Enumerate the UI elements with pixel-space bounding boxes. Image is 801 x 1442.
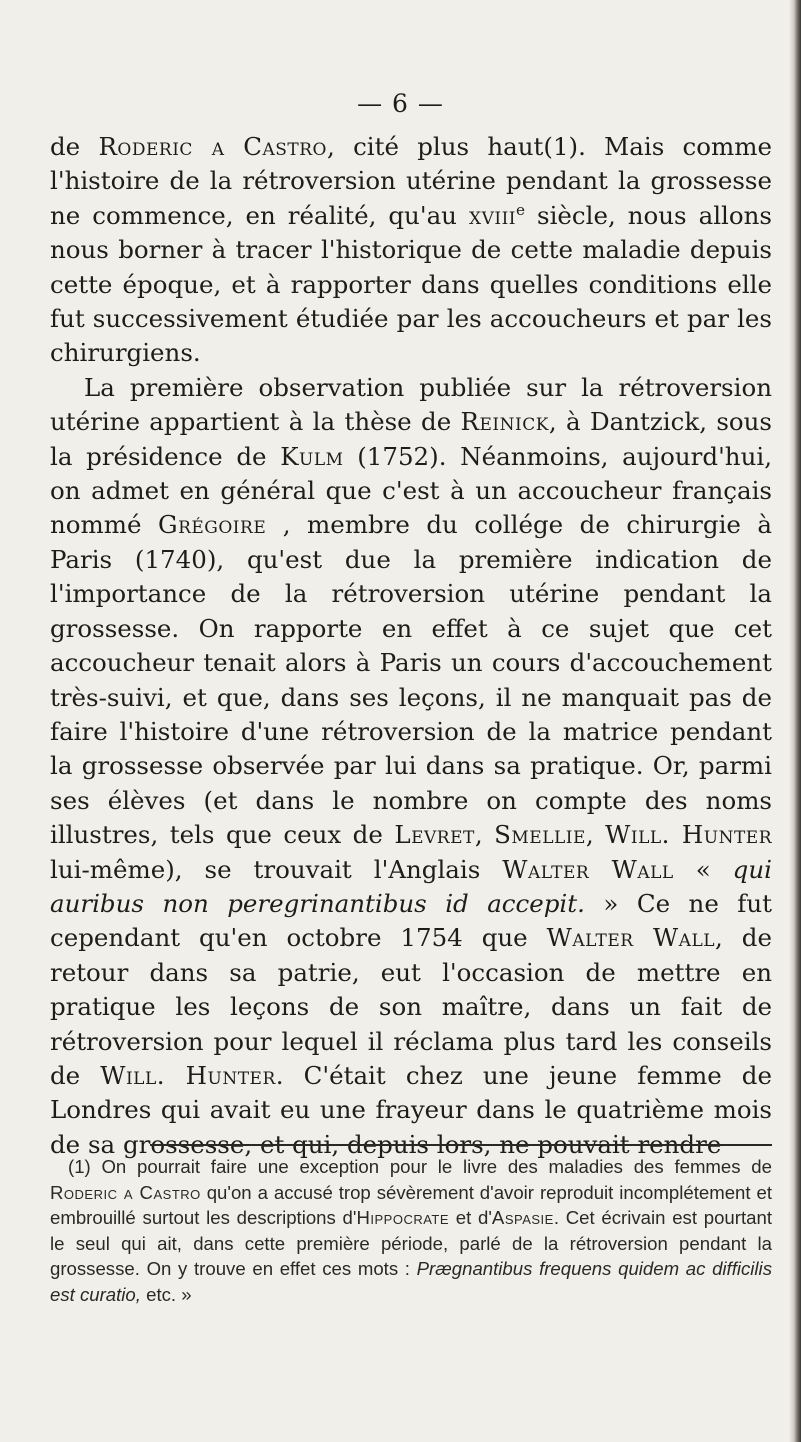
text-run: . Cet écrivain est pourtant le seul qui ait, dans cette première période, parlé de la rétroversion pendant la grossesse. On y trouve en effet ces mots : bbox=[50, 1207, 772, 1279]
author-name-hippocrate: Hippocrate bbox=[356, 1207, 450, 1228]
text-run: » Ce ne fut cependant qu'en octobre 1754 que bbox=[50, 888, 773, 953]
latin-quote: qui auribus non peregrinantibus id accepit. bbox=[50, 854, 772, 918]
text-run: lui-même), se trouvait l'Anglais bbox=[50, 854, 503, 884]
text-run: et d' bbox=[449, 1207, 492, 1228]
author-name-levret: Levret bbox=[394, 820, 475, 850]
footnote-rule bbox=[150, 1144, 772, 1146]
text-run: , membre du collége de chirurgie à Paris (1740), qu'est due la première indication de l'importance de la rétroversion utérine pendant la grossesse. On rapporte en effet à ce sujet que cet accoucheur tenait alors à Paris un cours d'accouchement très-suivi, et que, dans ses leçons, il ne manquait pas de faire l'histoire d'une rétroversion de la matrice pendant la grossesse observée par lui dans sa pratique. Or, parmi ses élèves (et dans le nombre on compte des noms illustres, tels que ceux de bbox=[50, 510, 773, 850]
author-name-gregoire: Grégoire bbox=[158, 510, 267, 540]
text-run: « bbox=[673, 854, 733, 884]
century-numeral: xviii bbox=[468, 200, 516, 230]
text-run: , cité plus haut(1). Mais comme l'histoire de la rétroversion utérine pendant la grossesse ne commence, en réalité, qu'au bbox=[50, 132, 772, 230]
author-name-roderic: Roderic a Castro bbox=[98, 132, 327, 161]
author-name-aspasie: Aspasie bbox=[491, 1207, 554, 1228]
text-run: siècle, nous allons nous borner à tracer l'historique de cette maladie depuis cette époque, et à rapporter dans quelles conditions elle fut successivement étudiée par les accoucheurs et par les chirurgiens. bbox=[50, 200, 772, 368]
text-run: La première observation publiée sur la rétroversion utérine appartient à la thèse de bbox=[50, 372, 772, 437]
author-name-kulm: Kulm bbox=[280, 441, 344, 471]
text-run: (1) On pourrait faire une exception pour le livre des maladies des femmes de bbox=[68, 1156, 772, 1177]
author-name-roderic: Roderic a Castro bbox=[50, 1181, 201, 1203]
text-run: , à Dantzick, sous la présidence de bbox=[50, 407, 772, 471]
author-name-hunter: Will. Hunter bbox=[100, 1060, 276, 1090]
text-run: . C'était chez une jeune femme de Londres qui avait eu une frayeur dans le quatrième mois de sa grossesse, et qui, depuis lors, ne pouvait rendre bbox=[50, 1060, 772, 1159]
century-superscript: e bbox=[516, 200, 525, 219]
author-name-wall: Walter Wall bbox=[502, 854, 674, 884]
text-run: (1752). Néanmoins, aujourd'hui, on admet en général que c'est à un accoucheur français nommé bbox=[50, 441, 772, 540]
paragraph-2 bbox=[50, 371, 772, 1162]
page-edge-shadow bbox=[789, 0, 801, 1442]
footnote bbox=[50, 1154, 772, 1307]
text-run: qu'on a accusé trop sévèrement d'avoir reproduit incomplétement et embrouillé surtout les descriptions d' bbox=[50, 1181, 772, 1228]
paragraph-1 bbox=[50, 130, 772, 371]
body-text bbox=[50, 130, 772, 1162]
footnote-1 bbox=[50, 1154, 772, 1307]
author-name-reinick: Reinick bbox=[460, 407, 549, 437]
text-run: etc. » bbox=[140, 1283, 192, 1305]
text-run: de bbox=[50, 132, 99, 161]
author-name-hunter: Will. Hunter bbox=[605, 820, 773, 850]
page-number: — 6 — bbox=[357, 89, 444, 118]
text-run: , bbox=[474, 820, 495, 850]
text-run: , bbox=[585, 820, 606, 850]
author-name-wall: Walter Wall bbox=[546, 923, 716, 953]
text-run: , de retour dans sa patrie, eut l'occasion de mettre en pratique les leçons de son maître, dans un fait de rétroversion pour lequel il réclama plus tard les conseils de bbox=[50, 923, 772, 1090]
author-name-smellie: Smellie bbox=[494, 820, 586, 850]
latin-quote: Prægnantibus frequens quidem ac difficilis est curatio, bbox=[50, 1258, 772, 1305]
